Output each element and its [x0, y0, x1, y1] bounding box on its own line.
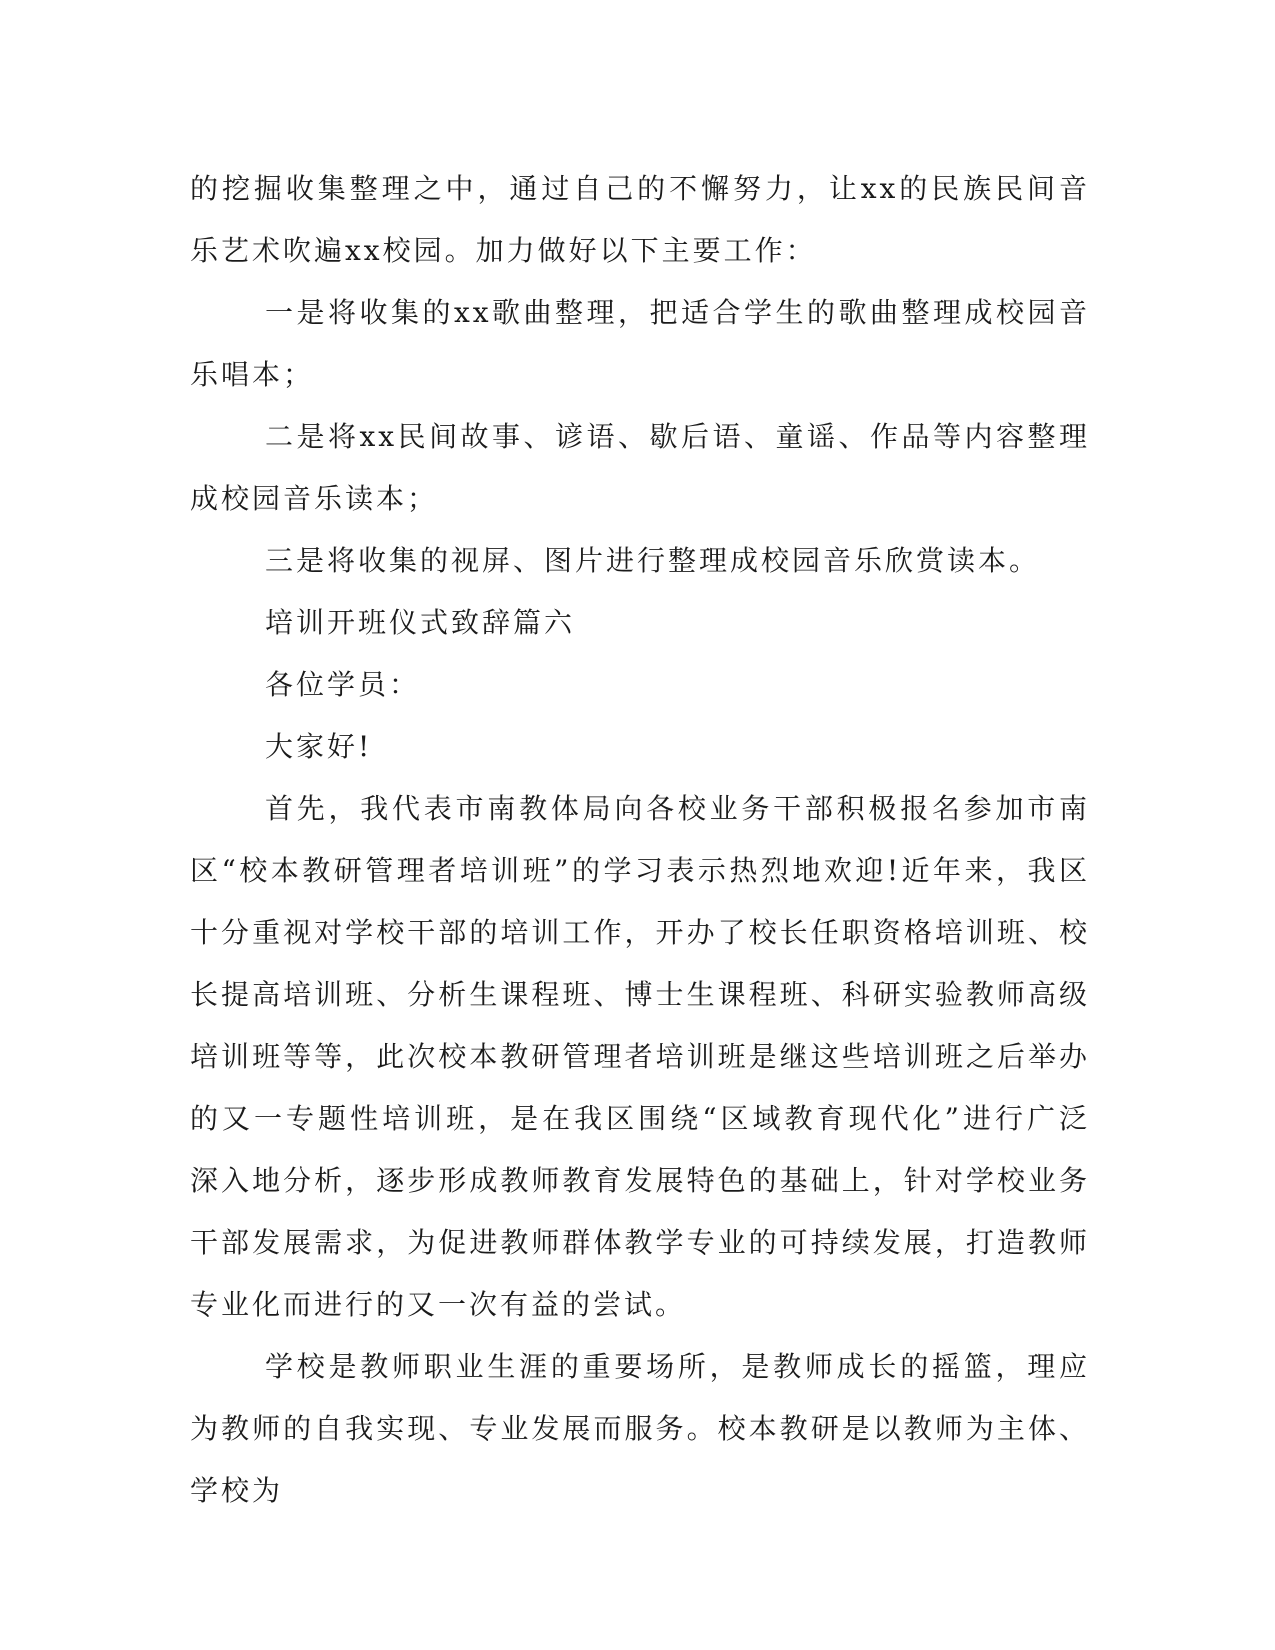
paragraph-4: 三是将收集的视屏、图片进行整理成校园音乐欣赏读本。 [265, 544, 1041, 577]
paragraph-welcome: 首先，我代表市南教体局向各校业务干部积极报名参加市南区“校本教研管理者培训班”的学习表示热烈地欢迎!近年来，我区十分重视对学校干部的培训工作，开办了校长任职资格培训班、校长提高培训班、分析生课程班、博士生课程班、科研实验教师高级培训班等等，此次校本教研管理者培训班是继这些培训班之后举办的又一专题性培训班，是在我区围绕“区域教育现代化”进行广泛深入地分析，逐步形成教师教育发展特色的基础上，针对学校业务干部发展需求，为促进教师群体教学专业的可持续发展，打造教师专业化而进行的又一次有益的尝试。 [190, 792, 1090, 1321]
paragraph-2: 一是将收集的xx歌曲整理，把适合学生的歌曲整理成校园音乐唱本； [190, 296, 1090, 391]
paragraph-1: 的挖掘收集整理之中，通过自己的不懈努力，让xx的民族民间音乐艺术吹遍xx校园。加力做好以下主要工作： [190, 172, 1090, 267]
document-body [190, 158, 1090, 1522]
section-heading: 培训开班仪式致辞篇六 [265, 606, 576, 639]
paragraph-3: 二是将xx民间故事、谚语、歇后语、童谣、作品等内容整理成校园音乐读本； [190, 420, 1090, 515]
greeting: 大家好! [265, 730, 373, 763]
salutation: 各位学员： [265, 668, 421, 701]
paragraph-school: 学校是教师职业生涯的重要场所，是教师成长的摇篮，理应为教师的自我实现、专业发展而服务。校本教研是以教师为主体、学校为 [190, 1350, 1090, 1507]
